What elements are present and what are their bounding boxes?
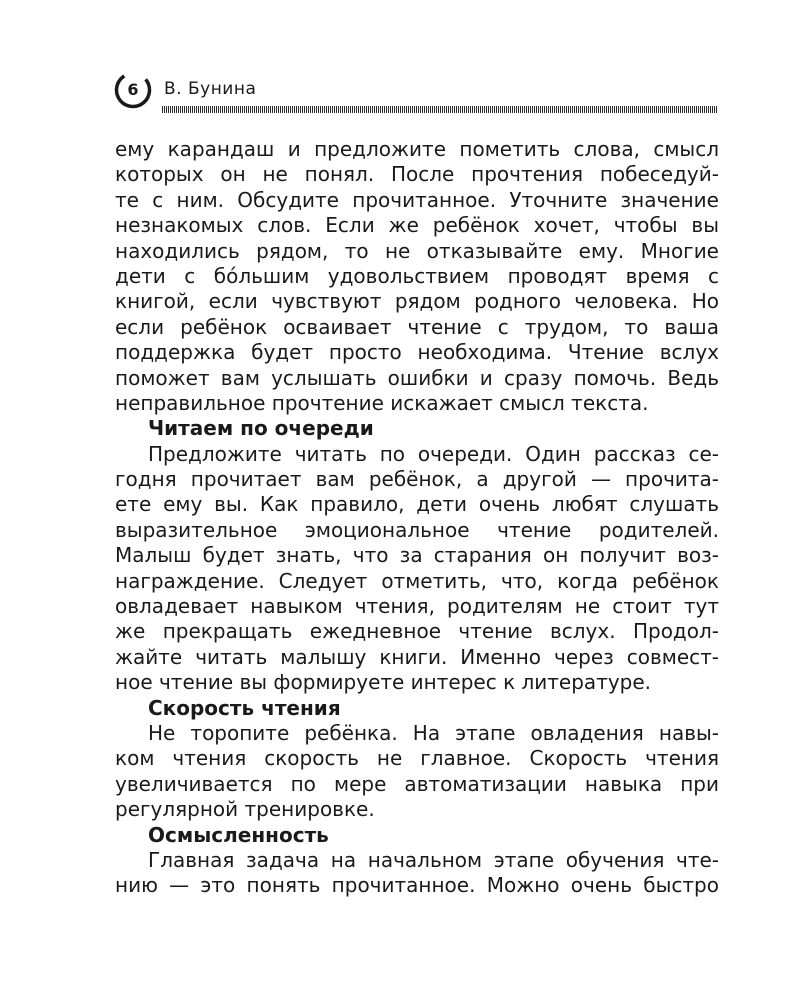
- text-line: Малыш будет знать, что за старания он получит воз-: [115, 543, 719, 568]
- text-line: ете ему вы. Как правило, дети очень любят слушать: [115, 492, 719, 517]
- text-line: увеличивается по мере автоматизации навыка при: [115, 771, 719, 796]
- text-line: дети с бóльшим удовольствием проводят время с: [115, 263, 719, 288]
- text-line: поддержка будет просто необходима. Чтение вслух: [115, 340, 719, 365]
- text-line: поможет вам услышать ошибки и сразу помочь. Ведь: [115, 365, 719, 390]
- author-name: В. Бунина: [164, 79, 257, 99]
- text-line: награждение. Следует отметить, что, когда ребёнок: [115, 568, 719, 593]
- text-line: регулярной тренировке.: [115, 797, 375, 822]
- text-line: же прекращать ежедневное чтение вслух. Продол-: [115, 619, 719, 644]
- text-line: ему карандаш и предложите пометить слова, смысл: [115, 137, 719, 161]
- text-line: годня прочитает вам ребёнок, а другой — прочита-: [115, 467, 719, 492]
- section-heading-reading-speed: Скорость чтения: [148, 695, 341, 720]
- text-line: выразительное эмоциональное чтение родителей.: [115, 517, 719, 542]
- running-header: [112, 66, 718, 118]
- text-line: Не торопите ребёнка. На этапе овладения навы-: [148, 720, 719, 745]
- text-line: Главная задача на начальном этапе обучения чте-: [148, 847, 719, 872]
- text-line: неправильное прочтение искажает смысл текста.: [115, 390, 649, 415]
- text-line: ное чтение вы формируете интерес к литературе.: [115, 670, 652, 695]
- text-line: книгой, если чувствуют рядом родного человека. Но: [115, 289, 719, 314]
- page-number-badge: [114, 71, 152, 109]
- text-line: незнакомых слов. Если же ребёнок хочет, чтобы вы: [115, 213, 719, 238]
- text-line: ком чтения скорость не главное. Скорость чтения: [115, 746, 719, 771]
- section-heading-comprehension: Осмысленность: [148, 822, 329, 847]
- text-line: жайте читать малышу книги. Именно через совмест-: [115, 644, 719, 669]
- text-line: которых он не понял. После прочтения побеседуй-: [115, 162, 719, 187]
- header-rule: [162, 106, 718, 113]
- body-text: [115, 137, 719, 899]
- text-line: те с ним. Обсудите прочитанное. Уточните значение: [115, 187, 719, 212]
- text-line: нию — это понять прочитанное. Можно очень быстро: [115, 873, 719, 898]
- text-line: находились рядом, то не отказывайте ему. Многие: [115, 238, 719, 263]
- page-number: 6: [127, 80, 139, 99]
- text-line: если ребёнок осваивает чтение с трудом, то ваша: [115, 314, 719, 339]
- text-line: овладевает навыком чтения, родителям не стоит тут: [115, 594, 719, 619]
- text-line: Предложите читать по очереди. Один рассказ се-: [148, 441, 719, 466]
- section-heading-reading-in-turns: Читаем по очереди: [148, 416, 374, 441]
